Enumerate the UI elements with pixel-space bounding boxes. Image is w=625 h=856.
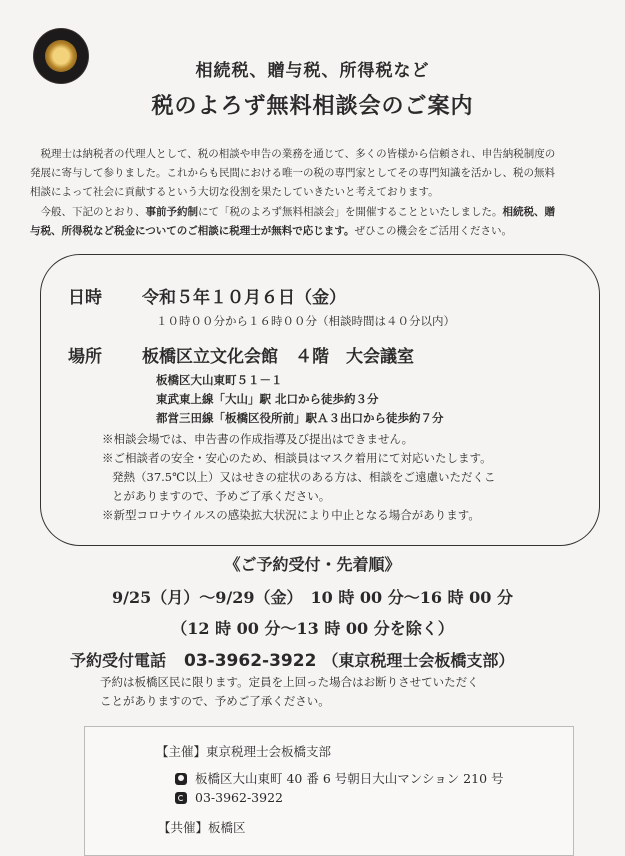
- host-phone-number[interactable]: 03-3962-3922: [195, 790, 283, 805]
- intro-emphasis: 事前予約制: [145, 206, 198, 218]
- host-phone: [175, 790, 283, 805]
- access-line-1: 東武東上線「大山」駅 北口から徒歩約３分: [156, 392, 379, 406]
- time-value: １０時００分から１６時００分（相談時間は４０分以内）: [156, 314, 455, 328]
- venue-address: 板橋区大山東町５１－１: [156, 373, 283, 387]
- reservation-heading: 《ご予約受付・先着順》: [224, 555, 401, 574]
- venue-note-1: ※相談会場では、申告書の作成指導及び提出はできません。: [102, 432, 414, 446]
- intro-paragraph-2: [30, 203, 604, 241]
- intro-text: 今般、下記のとおり、: [40, 206, 146, 218]
- phone-number[interactable]: 03-3962-3922: [184, 651, 317, 671]
- access-line-2: 都営三田線「板橋区役所前」駅Ａ３出口から徒歩約７分: [156, 411, 444, 425]
- host-organization: 【主催】東京税理士会板橋支部: [156, 744, 332, 759]
- phone-icon: [175, 792, 187, 804]
- intro-line: 税理士は納税者の代理人として、税の相談や申告の業務を通じて、多くの皆様から信頼され、申告納税制度の: [40, 148, 556, 160]
- reservation-note-1: 予約は板橋区民に限ります。定員を上回った場合はお断りさせていただく: [100, 675, 479, 689]
- date-label: 日時: [68, 288, 102, 308]
- page-title: 税のよろず無料相談会のご案内: [151, 93, 474, 119]
- intro-text: ぜひこの機会をご活用ください。: [354, 225, 512, 237]
- intro-text: にて「税のよろず無料相談会」を開催することといたしました。: [198, 206, 503, 218]
- date-value: 令和５年１０月６日（金）: [142, 288, 346, 308]
- phone-label: 予約受付電話: [70, 651, 167, 670]
- reservation-note-2: ことがありますので、予めご了承ください。: [100, 694, 330, 708]
- host-address: [175, 769, 504, 787]
- reservation-excluded-time: （12 時 00 分～13 時 00 分を除く）: [171, 619, 454, 638]
- reservation-dates: 9/25（月）～9/29（金） 10 時 00 分～16 時 00 分: [112, 588, 513, 607]
- intro-paragraph-1: [30, 145, 604, 202]
- place-value: 板橋区立文化会館 ４階 大会議室: [142, 347, 414, 367]
- page-subtitle: 相続税、贈与税、所得税など: [195, 61, 430, 81]
- phone-organization: （東京税理士会板橋支部）: [322, 651, 515, 670]
- intro-emphasis: 相続税、贈: [502, 206, 555, 218]
- venue-note-2: ※ご相談者の安全・安心のため、相談員はマスク着用にて対応いたします。: [102, 451, 492, 465]
- host-address-text: 板橋区大山東町 40 番 6 号朝日大山マンション 210 号: [195, 771, 504, 786]
- map-pin-icon: [175, 773, 187, 785]
- venue-note-4: とがありますので、予めご了承ください。: [112, 489, 331, 503]
- venue-note-3: 発熱（37.5℃以上）又はせきの症状のある方は、相談をご遠慮いただくこ: [112, 470, 496, 484]
- place-label: 場所: [68, 347, 102, 367]
- cohost-organization: 【共催】板橋区: [158, 820, 246, 835]
- intro-line: 相談によって社会に貢献するという大切な役割を果たしていきたいと考えております。: [30, 186, 439, 198]
- venue-note-5: ※新型コロナウイルスの感染拡大状況により中止となる場合があります。: [102, 508, 480, 522]
- reservation-phone: [70, 648, 514, 671]
- intro-line: 発展に寄与して参りました。これからも民間における唯一の税の専門家としてその専門知識を活かし、税の無料: [30, 167, 555, 179]
- intro-emphasis: 与税、所得税など税金についてのご相談に税理士が無料で応じます。: [30, 225, 355, 237]
